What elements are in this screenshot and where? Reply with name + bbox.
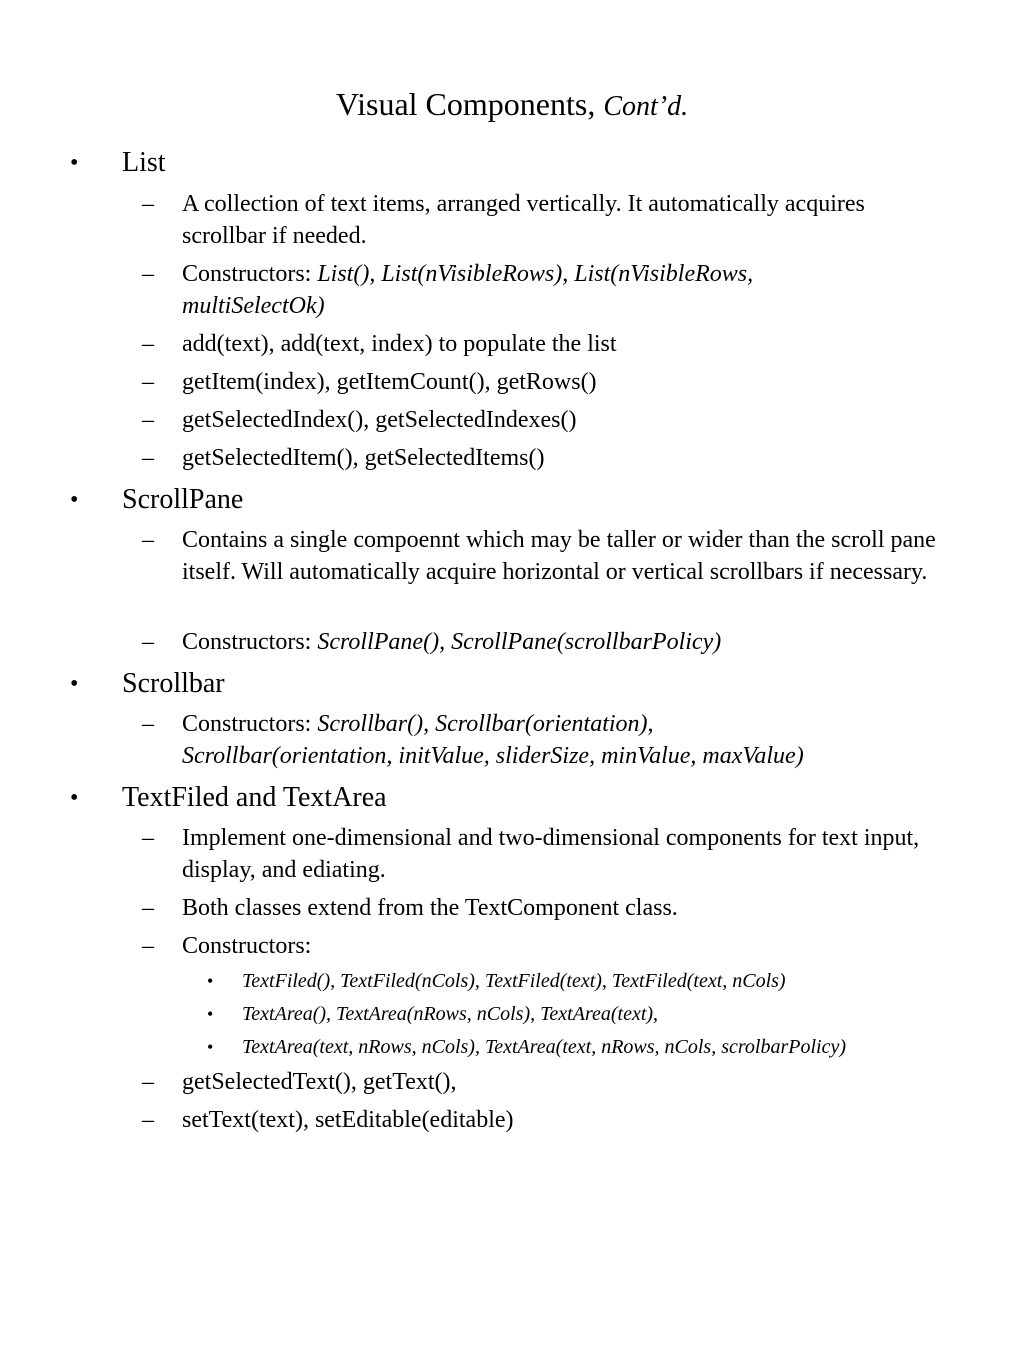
dash-mark: –: [142, 933, 154, 959]
dash-mark: –: [142, 629, 154, 655]
constructors-line2: Scrollbar(orientation, initValue, sliderSize, minValue, maxValue): [182, 743, 804, 769]
item-text: getSelectedItem(), getSelectedItems(): [182, 445, 545, 471]
constructors-label: Constructors:: [182, 711, 318, 737]
bullet-mark: •: [207, 971, 214, 991]
item-text: getSelectedText(), getText(),: [182, 1069, 457, 1095]
bullet-mark: •: [70, 671, 79, 697]
item-text: [182, 626, 942, 658]
item-text: Contains a single compoennt which may be taller or wider than the scroll pane itself. Will automatically acquire horizontal or vertical scrollbars if necessary.: [182, 527, 936, 585]
bullet-heading-list: List: [122, 147, 166, 178]
dash-mark: –: [142, 331, 154, 357]
bullet-heading-scrollbar: Scrollbar: [122, 668, 225, 699]
title-italic: Cont’d.: [603, 91, 689, 122]
bullet-heading-scrollpane: ScrollPane: [122, 484, 244, 515]
bullet-mark: •: [70, 150, 79, 176]
constructors-line1: List(), List(nVisibleRows), List(nVisibleRows,: [317, 261, 754, 287]
dash-mark: –: [142, 445, 154, 471]
dash-mark: –: [142, 407, 154, 433]
slide-title: [0, 84, 1024, 127]
subitem-text: TextArea(), TextArea(nRows, nCols), TextArea(text),: [242, 1003, 659, 1025]
item-text: setText(text), setEditable(editable): [182, 1107, 514, 1133]
subitem-text: TextFiled(), TextFiled(nCols), TextFiled(text), TextFiled(text, nCols): [242, 970, 786, 992]
bullet-mark: •: [207, 1037, 214, 1057]
item-text: getItem(index), getItemCount(), getRows(): [182, 369, 597, 395]
title-main: Visual Components,: [335, 86, 596, 122]
bullet-mark: •: [70, 785, 79, 811]
constructors-line1: Scrollbar(), Scrollbar(orientation),: [317, 711, 654, 737]
item-text: Constructors:: [182, 933, 312, 959]
dash-mark: –: [142, 191, 154, 217]
item-text: Implement one-dimensional and two-dimensional components for text input, display, and ediating.: [182, 825, 920, 883]
constructors-label: Constructors:: [182, 629, 318, 655]
item-text: add(text), add(text, index) to populate the list: [182, 331, 617, 357]
item-text: A collection of text items, arranged vertically. It automatically acquires scrollbar if needed.: [182, 191, 865, 249]
dash-mark: –: [142, 825, 154, 851]
constructors-value: ScrollPane(), ScrollPane(scrollbarPolicy): [317, 629, 722, 655]
constructors-label: Constructors:: [182, 261, 318, 287]
item-text: [182, 258, 942, 322]
dash-mark: –: [142, 895, 154, 921]
bullet-mark: •: [207, 1004, 214, 1024]
item-text: Both classes extend from the TextComponent class.: [182, 895, 678, 921]
constructors-line2: multiSelectOk): [182, 293, 325, 319]
dash-mark: –: [142, 261, 154, 287]
dash-mark: –: [142, 527, 154, 553]
bullet-heading-textfield: TextFiled and TextArea: [122, 782, 387, 813]
dash-mark: –: [142, 1069, 154, 1095]
item-text: [182, 708, 942, 772]
dash-mark: –: [142, 369, 154, 395]
dash-mark: –: [142, 711, 154, 737]
bullet-mark: •: [70, 487, 79, 513]
item-text: getSelectedIndex(), getSelectedIndexes(): [182, 407, 577, 433]
subitem-text: TextArea(text, nRows, nCols), TextArea(text, nRows, nCols, scrolbarPolicy): [242, 1036, 847, 1058]
dash-mark: –: [142, 1107, 154, 1133]
